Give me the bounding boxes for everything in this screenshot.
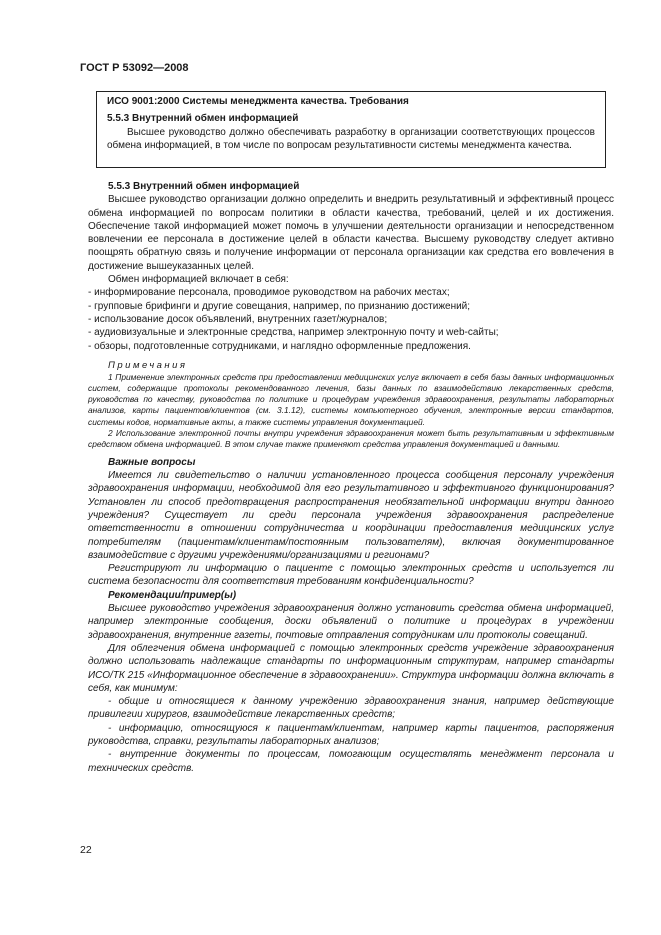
list-item: - информирование персонала, проводимое руководством на рабочих местах; [88, 287, 450, 299]
standard-quote-box [96, 91, 606, 168]
important-question-1: Имеется ли свидетельство о наличии установленного процесса сообщения персоналу учреждения здравоохранения информации, необходимой для его результативного и эффективного функционирования? Установлен ли способ предотвращения распространения необязательной информации внутри данного учреждения? Существует ли среди персонала учреждения здравоохранения распределение ответственности в отношении сотрудничества и координации предоставления медицинских услуг потребителям (пациентам/клиентам/постоянным пользователям), включая документированное взаимодействие с другими учреждениями/организациями и регионами? [88, 470, 614, 561]
note-item: 1 Применение электронных средств при предоставлении медицинских услуг включает в себя базы данных информационных систем, содержащие протоколы рекомендованного лечения, базы данных по взаимодействию лекарственных средств, руководства по качеству, руководства по политике и процедурам учреждения здравоохранения, результаты лабораторных анализов, карты пациентов/клиентов (см. 3.1.12), системы компьютерного обучения, электронные версии стандартов, системы кодов, нормативные акты, а также системы управления документацией. [88, 372, 614, 427]
note-item: 2 Использование электронной почты внутри учреждения здравоохранения может быть результативным и эффективным средством обмена информацией. В этом случае также применяют средства управления документацией и данными. [88, 427, 614, 449]
recommendations-heading: Рекомендации/пример(ы) [108, 589, 237, 601]
recommendation-list-item: - внутренние документы по процессам, помогающим осуществлять менеджмент персонала и технических средств. [88, 749, 614, 774]
document-header: ГОСТ Р 53092—2008 [80, 62, 189, 74]
list-item: - групповые брифинги и другие совещания, например, по признанию достижений; [88, 300, 471, 312]
box-subtitle: 5.5.3 Внутренний обмен информацией [107, 113, 299, 125]
main-content [88, 180, 614, 775]
notes-heading: Примечания [108, 359, 188, 371]
section-heading: 5.5.3 Внутренний обмен информацией [108, 181, 300, 192]
section-paragraph-1: Высшее руководство организации должно определить и внедрить результативный и эффективный процесс обмена информацией по вопросам политики в области качества, требований, целей и их достижения. Обеспечение такой информацией может помочь в улучшении деятельности организации и непосредственном вовлечении ее персонала в достижение целей в области качества. Высшему руководству следует активно поощрять обратную связь и получение информации от персонала организации как средства его вовлечения в достижение вышеуказанных целей. [88, 194, 614, 272]
section-paragraph-2: Обмен информацией включает в себя: [108, 274, 289, 286]
recommendations-paragraph-1: Высшее руководство учреждения здравоохранения должно установить средства обмена информацией, например электронные сообщения, доски объявлений о политике и процедурах в учреждении здравоохранения, внутренние газеты, почтовые отправления сотрудникам или протоколы совещаний. [88, 603, 614, 641]
recommendation-list-item: - общие и относящиеся к данному учреждению здравоохранения знания, например действующие привилегии хирургов, взаимодействие лекарственных средств; [88, 696, 614, 721]
important-question-2: Регистрируют ли информацию о пациенте с помощью электронных средств и используется ли система безопасности для соответствия требованиям конфиденциальности? [88, 563, 614, 588]
page-number: 22 [80, 844, 92, 856]
box-title: ИСО 9001:2000 Системы менеджмента качества. Требования [107, 96, 409, 107]
list-item: - аудиовизуальные и электронные средства, например электронную почту и web-сайты; [88, 327, 499, 339]
recommendations-paragraph-2: Для облегчения обмена информацией с помощью электронных средств учреждение здравоохранения должно использовать надлежащие стандарты по информационным структурам, например стандарты ИСО/ТК 215 «Информационное обеспечение в здравоохранении». Структура информации должна включать в себя, как минимум: [88, 642, 614, 694]
important-questions-heading: Важные вопросы [108, 456, 196, 468]
box-text: Высшее руководство должно обеспечивать разработку в организации соответствующих процессов обмена информацией, в том числе по вопросам результативности системы менеджмента качества. [107, 126, 595, 151]
list-item: - обзоры, подготовленные сотрудниками, и наглядно оформленные предложения. [88, 340, 471, 352]
recommendation-list-item: - информацию, относящуюся к пациентам/клиентам, например карты пациентов, распоряжения руководства, справки, результаты лабораторных анализов; [88, 722, 614, 748]
list-item: - использование досок объявлений, внутренних газет/журналов; [88, 313, 388, 325]
